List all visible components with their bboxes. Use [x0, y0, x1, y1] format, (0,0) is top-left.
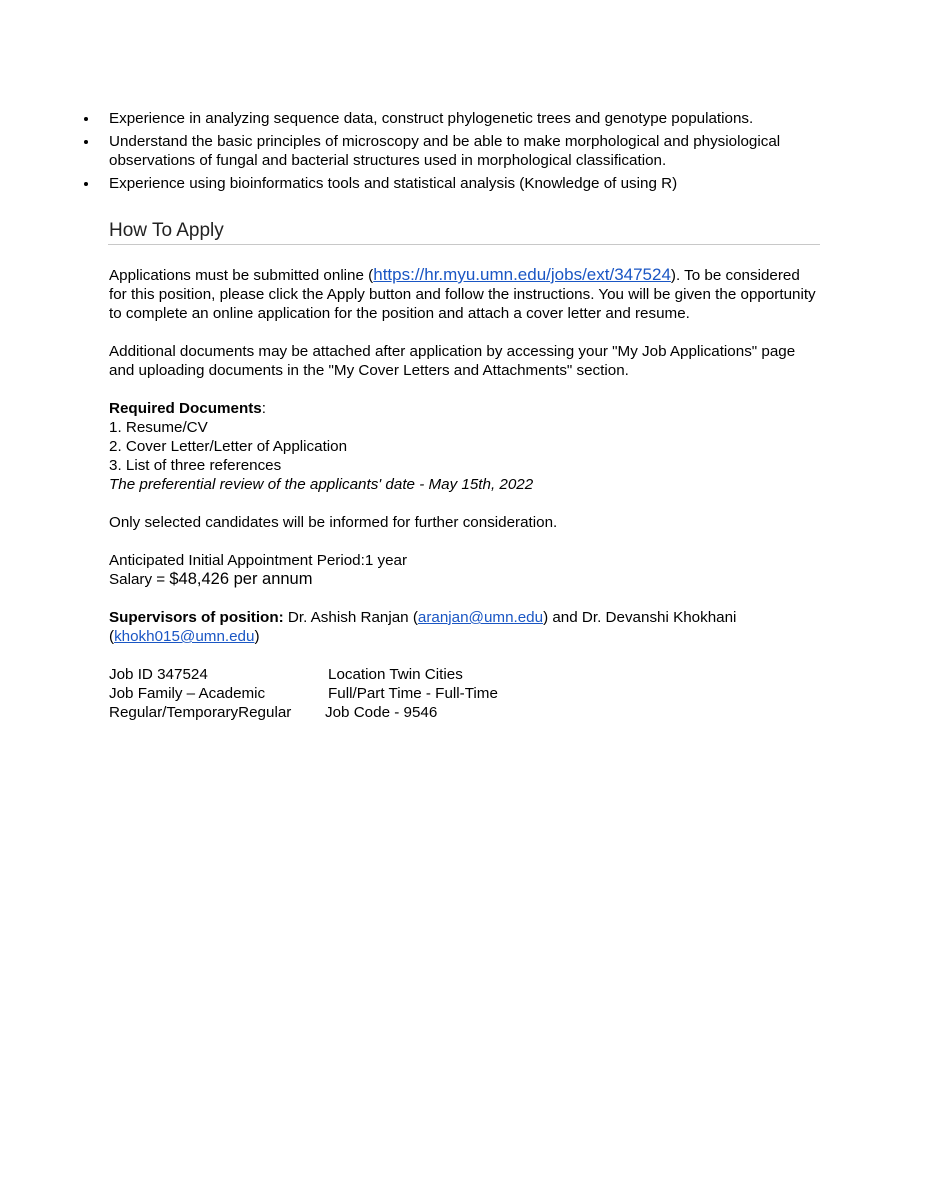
salary-value: $48,426 per annum	[169, 570, 313, 588]
list-item	[78, 109, 828, 128]
job-info-row	[109, 684, 819, 703]
required-documents-heading: Required Documents:	[109, 400, 266, 417]
appointment-period: Anticipated Initial Appointment Period:1 year	[109, 552, 408, 569]
section-divider	[108, 244, 820, 245]
supervisor2-email-link[interactable]: khokh015@umn.edu	[114, 628, 255, 645]
job-family: Job Family – Academic	[109, 685, 266, 702]
bullet-icon	[84, 117, 88, 121]
list-item	[78, 132, 828, 170]
requirement-text: Understand the basic principles of microscopy and be able to make morphological and physiological observations of fungal and bacterial structures used in morphological classification.	[109, 133, 781, 169]
additional-docs-paragraph: Additional documents may be attached after application by accessing your "My Job Applications" page and uploading documents in the "My Cover Letters and Attachments" section.	[109, 343, 796, 379]
job-id: Job ID 347524	[109, 666, 208, 683]
job-info-row	[109, 665, 819, 684]
requirement-text: Experience using bioinformatics tools and statistical analysis (Knowledge of using R)	[109, 175, 678, 192]
job-location: Location Twin Cities	[328, 666, 463, 683]
bullet-icon	[84, 182, 88, 186]
bullet-icon	[84, 140, 88, 144]
requirement-text: Experience in analyzing sequence data, construct phylogenetic trees and genotype populations.	[109, 110, 754, 127]
application-paragraph	[109, 265, 819, 323]
selection-note: Only selected candidates will be informed for further consideration.	[109, 514, 558, 531]
paragraph-text: Applications must be submitted online (	[109, 267, 374, 284]
job-code: Job Code - 9546	[325, 704, 438, 721]
list-item: 1. Resume/CV	[109, 419, 208, 436]
job-regular-temporary: Regular/TemporaryRegular	[109, 704, 292, 721]
paragraph-text: ). To be considered for this position, please click the Apply button and follow the instructions. You will be given the opportunity to complete an online application for the position and attach a cover letter and resume.	[109, 267, 816, 322]
review-date-note: The preferential review of the applicants' date - May 15th, 2022	[109, 476, 534, 493]
application-link[interactable]: https://hr.myu.umn.edu/jobs/ext/347524	[373, 265, 671, 284]
list-item	[78, 174, 828, 193]
list-item: 2. Cover Letter/Letter of Application	[109, 438, 348, 455]
job-full-part-time: Full/Part Time - Full-Time	[328, 685, 498, 702]
required-label: Required Documents	[109, 400, 262, 417]
supervisors-label: Supervisors of position:	[109, 609, 284, 626]
section-heading: How To Apply	[109, 220, 224, 241]
job-info-row	[109, 703, 819, 722]
how-to-apply-body	[109, 265, 819, 722]
supervisor1-email-link[interactable]: aranjan@umn.edu	[417, 609, 544, 626]
requirements-list	[78, 109, 828, 197]
supervisors: Supervisors of position: Dr. Ashish Ranjan (aranjan@umn.edu) and Dr. Devanshi Khokhani (khokh015@umn.edu)	[109, 609, 737, 645]
list-item: 3. List of three references	[109, 457, 282, 474]
salary: Salary = $48,426 per annum	[109, 570, 313, 588]
